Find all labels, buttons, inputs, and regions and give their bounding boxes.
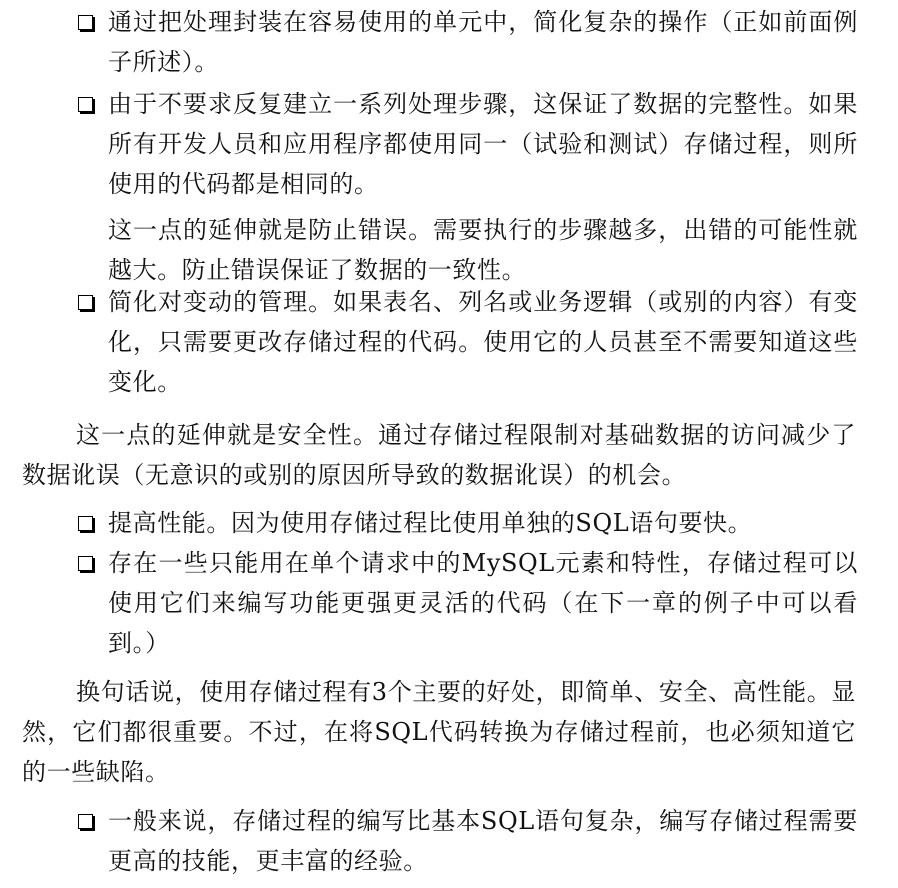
list-item-text: 一般来说，存储过程的编写比基本SQL语句复杂，编写存储过程需要更高的技能，更丰富的经验。 — [108, 807, 858, 875]
body-paragraph: 换句话说，使用存储过程有3个主要的好处，即简单、安全、高性能。显然，它们都很重要。不过，在将SQL代码转换为存储过程前，也必须知道它的一些缺陷。 — [22, 678, 856, 786]
list-item-text: 提高性能。因为使用存储过程比使用单独的SQL语句要快。 — [108, 509, 753, 537]
list-item-text: 通过把处理封装在容易使用的单元中，简化复杂的操作（正如前面例子所述）。 — [108, 8, 858, 76]
checkbox-bullet-icon — [78, 15, 93, 30]
list-item — [78, 84, 858, 290]
body-paragraph: 这一点的延伸就是安全性。通过存储过程限制对基础数据的访问减少了数据讹误（无意识的或别的原因所导致的数据讹误）的机会。 — [22, 421, 856, 489]
list-item-text: 存在一些只能用在单个请求中的MySQL元素和特性，存储过程可以使用它们来编写功能更强更灵活的代码（在下一章的例子中可以看到。） — [108, 549, 858, 657]
checkbox-bullet-icon — [78, 97, 93, 112]
list-item-text: 简化对变动的管理。如果表名、列名或业务逻辑（或别的内容）有变化，只需要更改存储过程的代码。使用它的人员甚至不需要知道这些变化。 — [108, 288, 858, 396]
checkbox-bullet-icon — [78, 295, 93, 310]
checkbox-bullet-icon — [78, 814, 93, 829]
list-item — [78, 543, 858, 663]
list-item — [78, 282, 858, 402]
list-item — [78, 801, 858, 881]
list-item — [78, 503, 858, 543]
checkbox-bullet-icon — [78, 516, 93, 531]
list-item-text: 由于不要求反复建立一系列处理步骤，这保证了数据的完整性。如果所有开发人员和应用程序都使用同一（试验和测试）存储过程，则所使用的代码都是相同的。 — [108, 90, 858, 198]
list-item — [78, 2, 858, 82]
checkbox-bullet-icon — [78, 556, 93, 571]
list-item-note: 这一点的延伸就是防止错误。需要执行的步骤越多，出错的可能性就越大。防止错误保证了数据的一致性。 — [108, 216, 858, 284]
